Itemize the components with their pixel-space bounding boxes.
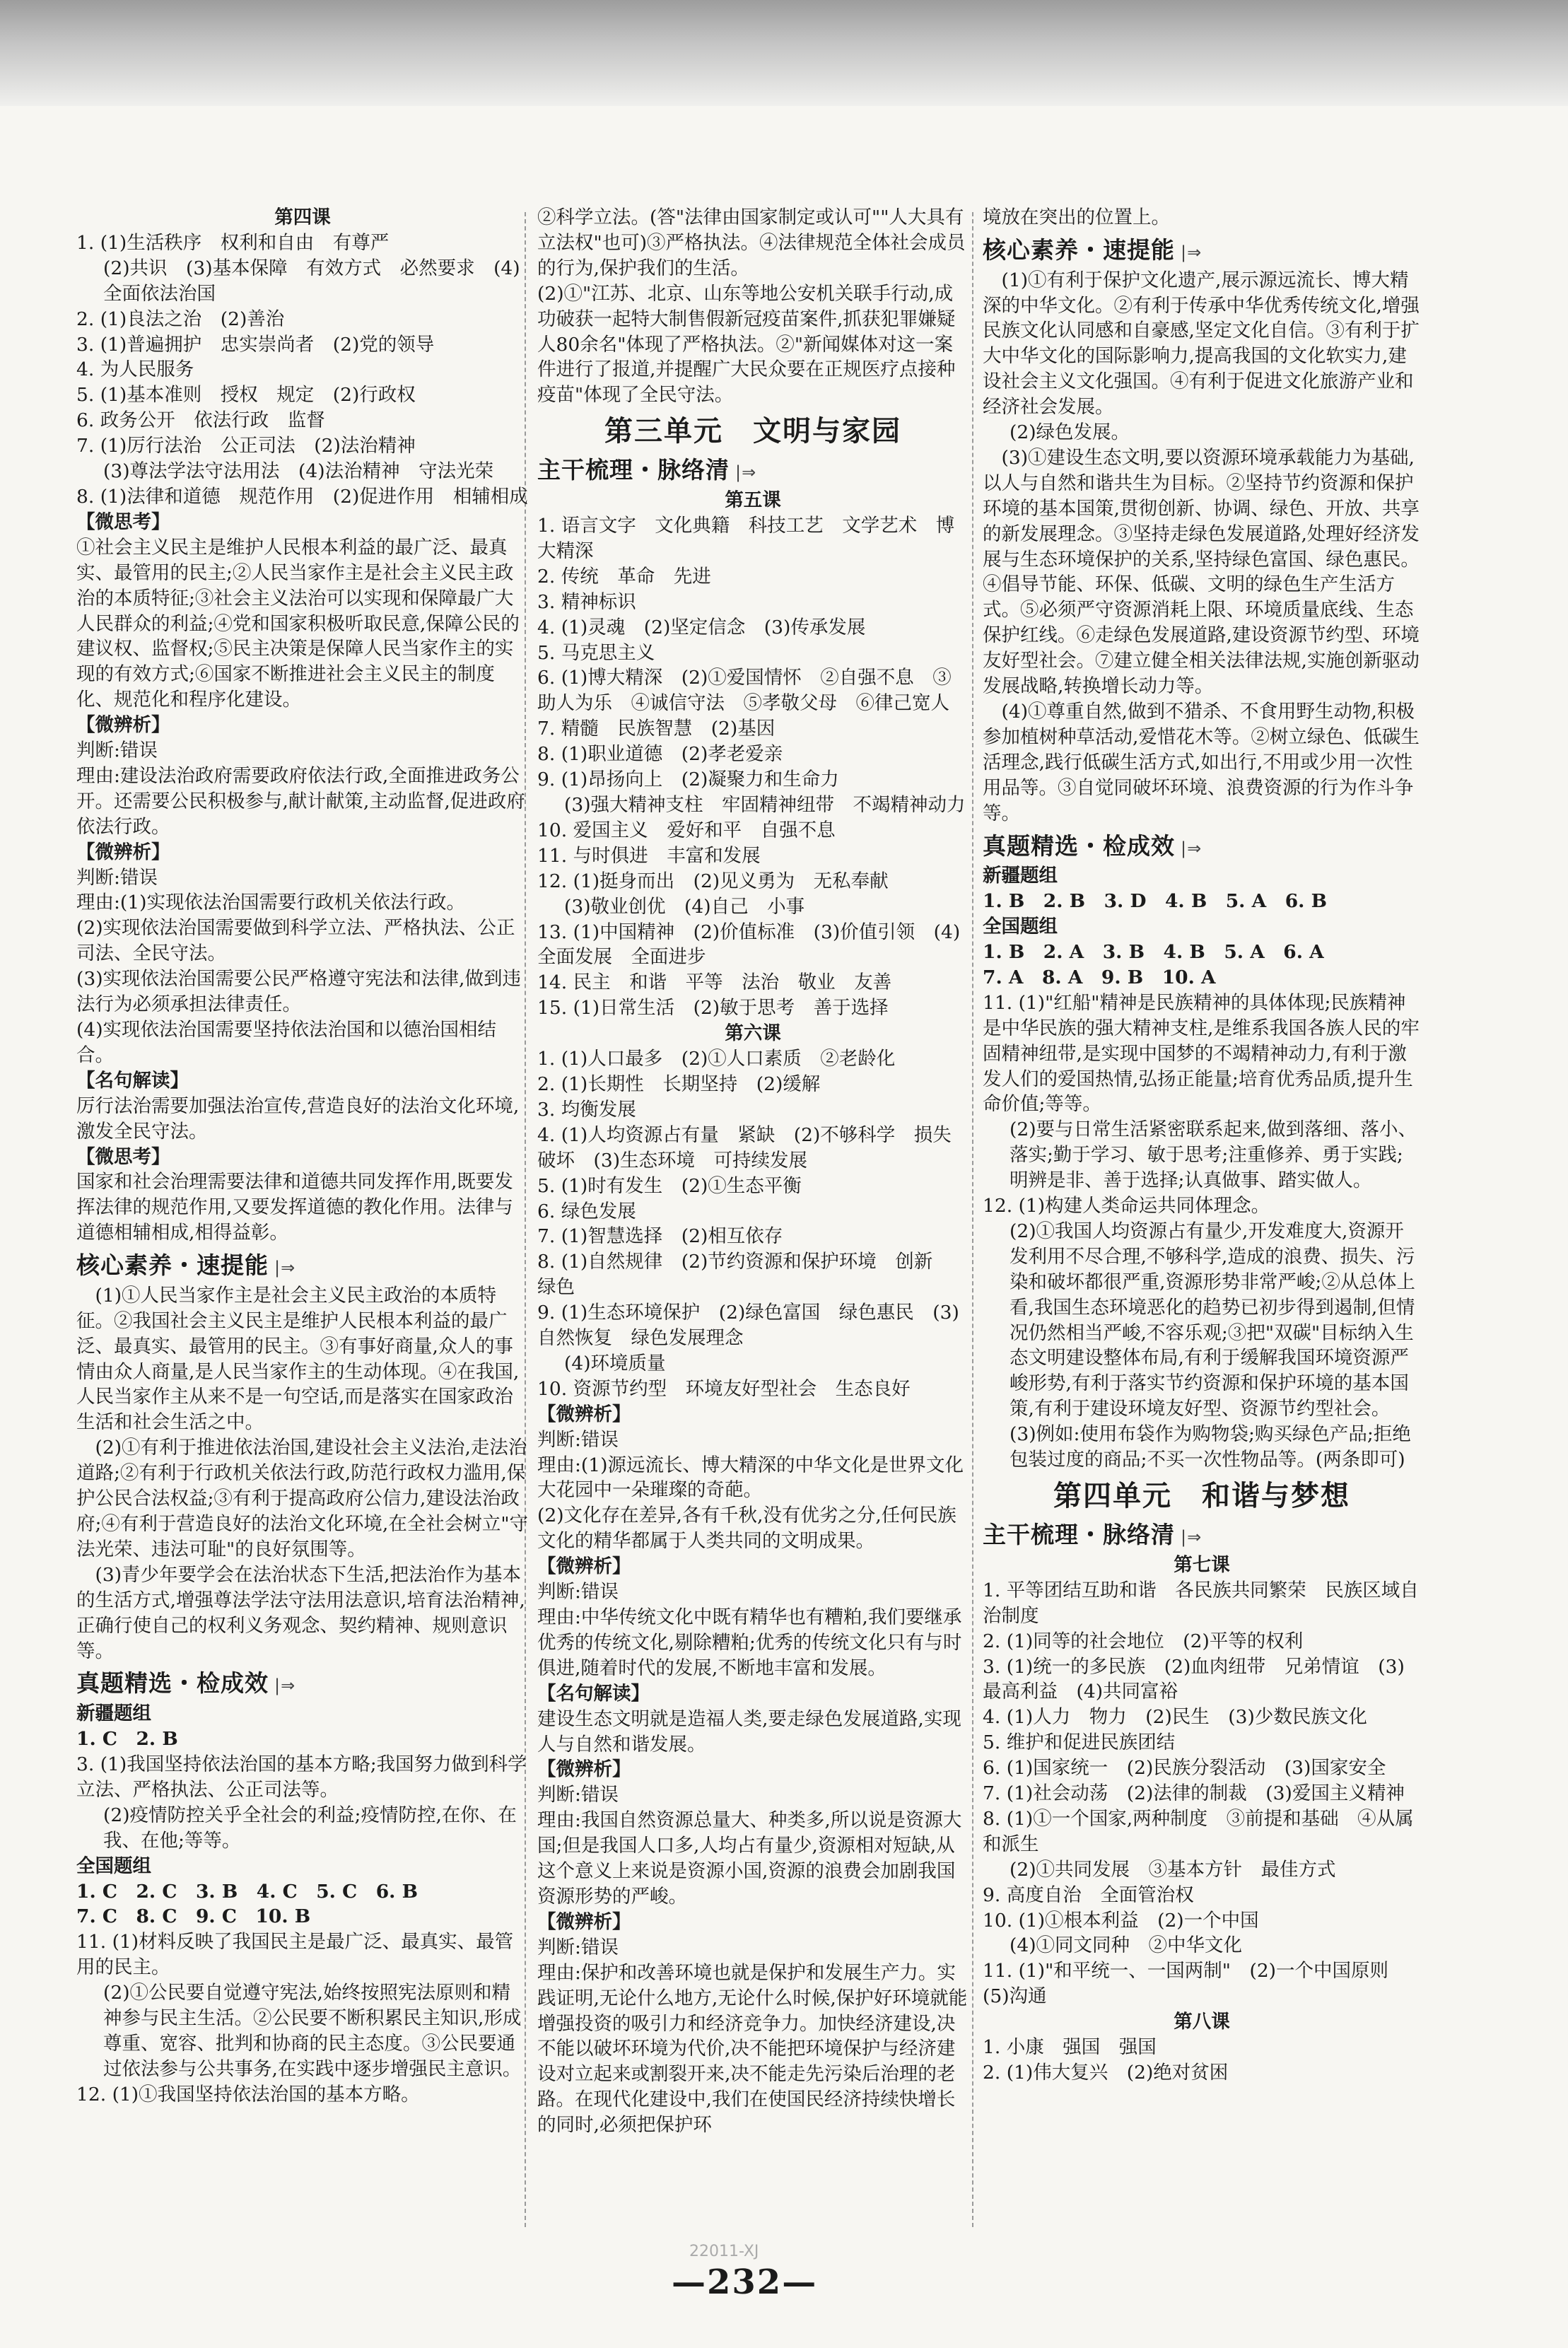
answer-line: (3)青少年要学会在法治状态下生活,把法治作为基本的生活方式,增强尊法学法守法用法意识,培育法治精神,正确行使自己的权利义务观念、契约精神、规则意识等。 xyxy=(76,1563,525,1662)
answer-line: 2. (1)伟大复兴 (2)绝对贫困 xyxy=(983,2062,1229,2084)
answer-line: 3. 均衡发展 xyxy=(537,1098,636,1121)
choice-answers: 7. C 8. C 9. C 10. B xyxy=(76,1905,311,1928)
answer-line: 4. (1)人均资源占有量 紧缺 (2)不够科学 损失 破坏 (3)生态环境 可持续发展 xyxy=(537,1123,971,1172)
section-heading: 主干梳理・脉络清 |⇒ xyxy=(537,456,757,484)
answer-line: 5. (1)基本准则 授权 规定 (2)行政权 xyxy=(76,384,416,407)
answer-line: 6. 政务公开 依法行政 监督 xyxy=(76,409,325,432)
answer-line: 12. (1)①我国坚持依法治国的基本方略。 xyxy=(76,2083,420,2105)
answer-line: 5. 马克思主义 xyxy=(537,641,655,664)
answer-line: 4. (1)灵魂 (2)坚定信念 (3)传承发展 xyxy=(537,616,866,638)
answer-line: 2. (1)长期性 长期坚持 (2)缓解 xyxy=(537,1073,821,1095)
column-divider xyxy=(972,212,973,2227)
answer-line: 理由:中华传统文化中既有精华也有糟粕,我们要继承优秀的传统文化,剔除糟粕;优秀的传统文化只有与时俱进,随着时代的发展,不断地丰富和发展。 xyxy=(537,1606,962,1679)
answer-tag: 【微辨析】 xyxy=(537,1910,631,1933)
lesson-heading: 第五课 xyxy=(725,489,781,512)
answer-line: 7. (1)厉行法治 公正司法 (2)法治精神 xyxy=(76,435,416,457)
answer-line: 13. (1)中国精神 (2)价值标准 (3)价值引领 (4)全面发展 全面进步 xyxy=(537,921,961,969)
answer-line: (4)环境质量 xyxy=(564,1352,666,1374)
answer-line: 6. 绿色发展 xyxy=(537,1200,636,1222)
answer-line: 3. (1)普遍拥护 忠实崇尚者 (2)党的领导 xyxy=(76,333,435,356)
heading-arrow-icon: |⇒ xyxy=(1181,1527,1203,1548)
footer-code: 22011-XJ xyxy=(689,2243,759,2260)
answer-line: 5. (1)时有发生 (2)①生态平衡 xyxy=(537,1174,802,1197)
column-left xyxy=(76,205,529,2108)
answer-tag: 【名句解读】 xyxy=(537,1682,650,1705)
answer-line: 15. (1)日常生活 (2)敏于思考 善于选择 xyxy=(537,997,889,1020)
answer-line: (1)①人民当家作主是社会主义民主政治的本质特征。②我国社会主义民主是维护人民根本利益的最广泛、最真实、最管用的民主。③有事好商量,众人的事情由众人商量,是人民当家作主的生动体现。④在我国,人民当家作主从来不是一句空话,而是落实在国家政治生活和社会生活之中。 xyxy=(76,1284,520,1434)
answer-line: (2)①"江苏、北京、山东等地公安机关联手行动,成功破获一起特大制售假新冠疫苗案件,抓获犯罪嫌疑人80余名"体现了严格执法。②"新闻媒体对这一案件进行了报道,并提醒广大民众要在正规医疗点接种疫苗"体现了全民守法。 xyxy=(537,282,956,407)
answer-line: (2)实现依法治国需要做到科学立法、严格执法、公正司法、全民守法。 xyxy=(76,917,515,965)
answer-line: 9. (1)生态环境保护 (2)绿色富国 绿色惠民 (3)自然恢复 绿色发展理念 xyxy=(537,1302,959,1350)
heading-arrow-icon: |⇒ xyxy=(1181,242,1203,262)
column-middle xyxy=(537,205,969,2138)
answer-tag: 新疆题组 xyxy=(983,865,1058,887)
answer-line: 11. (1)材料反映了我国民主是最广泛、最真实、最管用的民主。 xyxy=(76,1931,514,1979)
answer-line: 1. (1)人口最多 (2)①人口素质 ②老龄化 xyxy=(537,1048,896,1070)
answer-line: (3)尊法学法守法用法 (4)法治精神 守法光荣 xyxy=(103,460,494,483)
answer-line: (2)疫情防控关乎全社会的利益;疫情防控,在你、在我、在他;等等。 xyxy=(103,1804,517,1852)
answer-line: 3. (1)我国坚持依法治国的基本方略;我国努力做到科学立法、严格执法、公正司法等。 xyxy=(76,1753,527,1801)
answer-line: 理由:建设法治政府需要政府依法行政,全面推进政务公开。还需要公民积极参与,献计献策,主动监督,促进政府依法行政。 xyxy=(76,764,525,838)
answer-line: (2)绿色发展。 xyxy=(1010,421,1130,444)
section-heading: 核心素养・速提能 |⇒ xyxy=(983,235,1203,264)
section-heading: 真题精选・检成效 |⇒ xyxy=(76,1669,296,1698)
answer-tag: 新疆题组 xyxy=(76,1702,151,1725)
answer-tag: 【微辨析】 xyxy=(76,841,170,863)
answer-line: 8. (1)职业道德 (2)孝老爱亲 xyxy=(537,743,783,766)
answer-line: 7. (1)智慧选择 (2)相互依存 xyxy=(537,1225,783,1248)
answer-line: (3)实现依法治国需要公民严格遵守宪法和法律,做到违法行为必须承担法律责任。 xyxy=(76,968,521,1016)
answer-line: (2)文化存在差异,各有千秋,没有优劣之分,任何民族文化的精华都属于人类共同的文明成果。 xyxy=(537,1505,956,1553)
answer-line: 11. 与时俱进 丰富和发展 xyxy=(537,844,761,867)
answer-line: (4)①同文同种 ②中华文化 xyxy=(1010,1934,1243,1957)
heading-arrow-icon: |⇒ xyxy=(274,1676,296,1696)
answer-line: 11. (1)"红船"精神是民族精神的具体体现;民族精神是中华民族的强大精神支柱,是维系我国各族人民的牢固精神纽带,是实现中国梦的不竭精神动力,有利于激发人们的爱国热情,弘扬正能量;培育优秀品质,提升生命价值;等等。 xyxy=(983,991,1420,1116)
answer-line: 10. (1)①根本利益 (2)一个中国 xyxy=(983,1909,1259,1932)
answer-line: (2)要与日常生活紧密联系起来,做到落细、落小、落实;勤于学习、敏于思考;注重修养、勇于实践;明辨是非、善于选择;认真做事、踏实做人。 xyxy=(1010,1118,1417,1192)
answer-line: 1. (1)生活秩序 权利和自由 有尊严 xyxy=(76,231,390,254)
section-heading: 核心素养・速提能 |⇒ xyxy=(76,1251,296,1280)
answer-line: 14. 民主 和谐 平等 法治 敬业 友善 xyxy=(537,971,892,994)
answer-line: 1. 语言文字 文化典籍 科技工艺 文学艺术 博大精深 xyxy=(537,515,955,562)
answer-line: 7. 精髓 民族智慧 (2)基因 xyxy=(537,718,776,740)
answer-line: (3)①建设生态文明,要以资源环境承载能力为基础,以人与自然和谐共生为目标。②坚持节约资源和保护环境的基本国策,贯彻创新、协调、绿色、开放、共享的新发展理念。③坚持走绿色发展道路,处理好经济发展与生态环境保护的关系,坚持绿色富国、绿色惠民。④倡导节能、环保、低碳、文明的绿色生产生活方式。⑤必须严守资源消耗上限、环境质量底线、生态保护红线。⑥走绿色发展道路,建设资源节约型、环境友好型社会。⑦建立健全相关法律法规,实施创新驱动发展战略,转换增长动力等。 xyxy=(983,446,1420,698)
answer-tag: 【名句解读】 xyxy=(76,1069,189,1092)
page-number: —232— xyxy=(672,2262,818,2302)
answer-line: (4)①尊重自然,做到不猎杀、不食用野生动物,积极参加植树种草活动,爱惜花木等。②树立绿色、低碳生活理念,践行低碳生活方式,如出行,不用或少用一次性用品等。③自觉同破坏环境、浪费资源的行为作斗争等。 xyxy=(983,701,1420,824)
answer-line: 3. (1)统一的多民族 (2)血肉纽带 兄弟情谊 (3)最高利益 (4)共同富裕 xyxy=(983,1655,1405,1703)
lesson-heading: 第六课 xyxy=(725,1022,781,1045)
answer-tag: 【微辨析】 xyxy=(76,714,170,737)
answer-line: (1)①有利于保护文化遗产,展示源远流长、博大精深的中华文化。②有利于传承中华优秀传统文化,增强民族文化认同感和自豪感,坚定文化自信。③有利于扩大中华文化的国际影响力,提高我国的文化软实力,建设社会主义文化强国。④有利于促进文化旅游产业和经济社会发展。 xyxy=(983,269,1420,419)
answer-line: 3. 精神标识 xyxy=(537,590,636,613)
unit-title: 第三单元 文明与家园 xyxy=(604,415,901,448)
choice-answers: 1. C 2. B xyxy=(76,1728,178,1751)
choice-answers: 1. B 2. B 3. D 4. B 5. A 6. B xyxy=(983,890,1327,913)
answer-line: 9. 高度自治 全面管治权 xyxy=(983,1883,1194,1906)
choice-answers: 1. C 2. C 3. B 4. C 5. C 6. B xyxy=(76,1880,419,1903)
answer-line: (3)例如:使用布袋作为购物袋;购买绿色产品;拒绝包装过度的商品;不买一次性物品等。(两条即可) xyxy=(1010,1423,1411,1471)
choice-answers: 1. B 2. A 3. B 4. B 5. A 6. A xyxy=(983,940,1324,963)
answer-line: 6. (1)博大精深 (2)①爱国情怀 ②自强不息 ③助人为乐 ④诚信守法 ⑤孝敬父母 ⑥律己宽人 xyxy=(537,667,952,715)
answer-line: 国家和社会治理需要法律和道德共同发挥作用,既要发挥法律的规范作用,又要发挥道德的教化作用。法律与道德相辅相成,相得益彰。 xyxy=(76,1171,513,1244)
answer-line: ②科学立法。(答"法律由国家制定或认可""人大具有立法权"也可)③严格执法。④法律规范全体社会成员的行为,保护我们的生活。 xyxy=(537,206,966,279)
column-right xyxy=(983,205,1421,2086)
answer-line: 4. 为人民服务 xyxy=(76,358,194,381)
answer-line: 6. (1)国家统一 (2)民族分裂活动 (3)国家安全 xyxy=(983,1757,1386,1780)
answer-line: (4)实现依法治国需要坚持依法治国和以德治国相结合。 xyxy=(76,1019,497,1066)
answer-line: 4. (1)人力 物力 (2)民生 (3)少数民族文化 xyxy=(983,1706,1367,1729)
answer-line: 判断:错误 xyxy=(537,1784,619,1806)
answer-line: (2)①共同发展 ③基本方针 最佳方式 xyxy=(1010,1858,1336,1881)
answer-tag: 【微辨析】 xyxy=(537,1403,631,1425)
answer-line: (2)①有利于推进依法治国,建设社会主义法治,走法治道路;②有利于行政机关依法行政,防范行政权力滥用,保护公民合法权益;③有利于提高政府公信力,建设法治政府;④有利于营造良好的法治文化环境,在全社会树立"守法光荣、违法可耻"的良好氛围等。 xyxy=(76,1437,529,1560)
answer-line: 12. (1)挺身而出 (2)见义勇为 无私奉献 xyxy=(537,870,889,892)
answer-line: 判断:错误 xyxy=(76,740,158,762)
answer-line: 厉行法治需要加强法治宣传,营造良好的法治文化环境,激发全民守法。 xyxy=(76,1094,520,1143)
answer-tag: 【微辨析】 xyxy=(537,1555,631,1578)
heading-arrow-icon: |⇒ xyxy=(274,1258,296,1278)
answer-line: 8. (1)①一个国家,两种制度 ③前提和基础 ④从属和派生 xyxy=(983,1807,1414,1855)
lesson-heading: 第八课 xyxy=(1174,2011,1230,2033)
answer-line: 判断:错误 xyxy=(537,1936,619,1958)
answer-line: 理由:保护和改善环境也就是保护和发展生产力。实践证明,无论什么地方,无论什么时候,保护好环境就能增强投资的吸引力和经济竞争力。加快经济建设,决不能以破坏环境为代价,决不能把环境保护与经济建设对立起来或割裂开来,决不能走先污染后治理的老路。在现代化建设中,我们在使国民经济持续快增长的同时,必须把保护环 xyxy=(537,1961,968,2137)
answer-line: 判断:错误 xyxy=(537,1581,619,1604)
answer-tag: 【微辨析】 xyxy=(537,1758,631,1781)
choice-answers: 7. A 8. A 9. B 10. A xyxy=(983,966,1216,988)
section-heading: 真题精选・检成效 |⇒ xyxy=(983,831,1203,860)
answer-line: 理由:(1)源远流长、博大精深的中华文化是世界文化大花园中一朵璀璨的奇葩。 xyxy=(537,1454,964,1502)
answer-line: 1. 小康 强国 强国 xyxy=(983,2036,1157,2059)
answer-line: 境放在突出的位置上。 xyxy=(983,206,1170,228)
answer-line: 判断:错误 xyxy=(76,866,158,889)
answer-line: (3)强大精神支柱 牢固精神纽带 不竭精神动力 xyxy=(564,794,966,817)
answer-line: (3)敬业创优 (4)自己 小事 xyxy=(564,895,805,918)
lesson-heading: 第四课 xyxy=(274,206,331,228)
answer-tag: 全国题组 xyxy=(983,916,1058,938)
answer-line: 2. (1)同等的社会地位 (2)平等的权利 xyxy=(983,1630,1304,1652)
answer-line: 建设生态文明就是造福人类,要走绿色发展道路,实现人与自然和谐发展。 xyxy=(537,1707,961,1756)
answer-line: 理由:(1)实现依法治国需要行政机关依法行政。 xyxy=(76,892,465,914)
answer-line: 判断:错误 xyxy=(537,1428,619,1451)
answer-line: 理由:我国自然资源总量大、种类多,所以说是资源大国;但是我国人口多,人均占有量少,资源相对短缺,从这个意义上来说是资源小国,资源的浪费会加剧我国资源形势的严峻。 xyxy=(537,1809,962,1908)
answer-line: 1. 平等团结互助和谐 各民族共同繁荣 民族区域自治制度 xyxy=(983,1579,1419,1627)
answer-tag: 【微思考】 xyxy=(76,510,170,533)
answer-line: 10. 爱国主义 爱好和平 自强不息 xyxy=(537,819,836,841)
unit-title: 第四单元 和谐与梦想 xyxy=(1053,1480,1350,1512)
answer-line: 10. 资源节约型 环境友好型社会 生态良好 xyxy=(537,1377,911,1400)
lesson-heading: 第七课 xyxy=(1174,1553,1230,1576)
answer-line: ①社会主义民主是维护人民根本利益的最广泛、最真实、最管用的民主;②人民当家作主是社会主义民主政治的本质特征;③社会主义法治可以实现和保障最广大人民群众的利益;④党和国家积极听取民意,保障公民的建议权、监督权;⑤民主决策是保障人民当家作主的实现的有效方式;⑥国家不断推进社会主义民主的制度化、规范化和程序化建设。 xyxy=(76,536,520,711)
answer-line: (2)①公民要自觉遵守宪法,始终按照宪法原则和精神参与民主生活。②公民要不断积累民主知识,形成尊重、宽容、批判和协商的民主态度。③公民要通过依法参与公共事务,在实践中逐步增强民主意识。 xyxy=(103,1982,522,2080)
answer-line: 8. (1)自然规律 (2)节约资源和保护环境 创新 绿色 xyxy=(537,1251,952,1299)
answer-line: (2)共识 (3)基本保障 有效方式 必然要求 (4)全面依法治国 xyxy=(103,257,520,305)
answer-tag: 全国题组 xyxy=(76,1855,151,1877)
answer-line: 5. 维护和促进民族团结 xyxy=(983,1731,1176,1754)
answer-line: 2. 传统 革命 先进 xyxy=(537,565,711,588)
section-heading: 主干梳理・脉络清 |⇒ xyxy=(983,1521,1203,1549)
answer-line: 9. (1)昂扬向上 (2)凝聚力和生命力 xyxy=(537,769,839,791)
answer-line: (2)①我国人均资源占有量少,开发难度大,资源开发利用不尽合理,不够科学,造成的浪费、损失、污染和破坏都很严重,资源形势非常严峻;②从总体上看,我国生态环境恶化的趋势已初步得到遏制,但情况仍然相当严峻,不容乐观;③把"双碳"目标纳入生态文明建设整体布局,有利于缓解我国环境资源严峻形势,有利于落实节约资源和保护环境的基本国策,有利于建设环境友好型、资源节约型社会。 xyxy=(1010,1220,1415,1420)
heading-arrow-icon: |⇒ xyxy=(735,462,757,483)
answer-tag: 【微思考】 xyxy=(76,1145,170,1168)
heading-arrow-icon: |⇒ xyxy=(1181,838,1203,858)
top-scan-band xyxy=(0,0,1568,106)
answer-line: 11. (1)"和平统一、一国两制" (2)一个中国原则 (5)沟通 xyxy=(983,1960,1408,2008)
answer-line: 8. (1)法律和道德 规范作用 (2)促进作用 相辅相成 xyxy=(76,485,528,508)
answer-line: 12. (1)构建人类命运共同体理念。 xyxy=(983,1195,1270,1217)
answer-line: 2. (1)良法之治 (2)善治 xyxy=(76,308,285,330)
answer-line: 7. (1)社会动荡 (2)法律的制裁 (3)爱国主义精神 xyxy=(983,1782,1405,1805)
